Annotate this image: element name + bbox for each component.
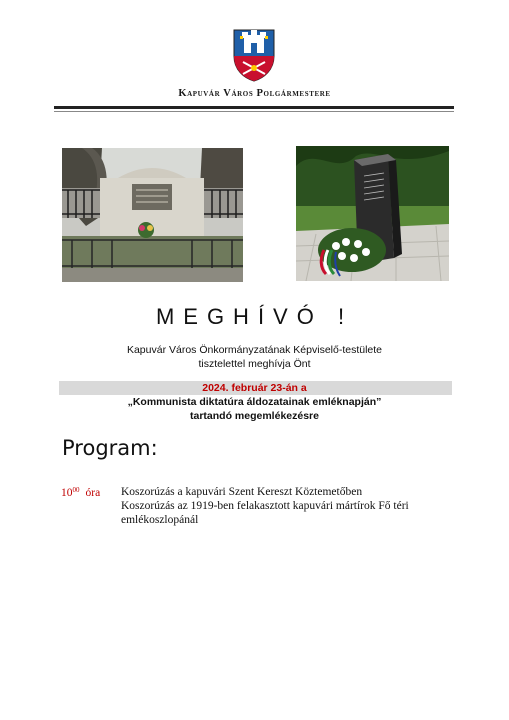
event-name: „Kommunista diktatúra áldozatainak emléknapján” [127,396,382,408]
header-divider [54,106,454,109]
memorial-photo-cemetery [62,148,243,282]
program-time-unit: óra [85,487,101,499]
program-time [61,486,100,499]
header-divider-thin [54,111,454,112]
header-title: Kapuvár Város Polgármestere [178,88,331,99]
program-item-2: Koszorúzás az 1919-ben felakasztott kapuvári mártírok Fő téri [121,500,409,512]
invitation-greeting: tisztelettel meghívja Önt [198,358,311,370]
memorial-photo-column [296,146,449,281]
program-time-minutes: 00 [72,486,80,494]
program-time-hour: 10 [61,487,73,499]
program-heading: Program: [62,436,158,460]
event-description: tartandó megemlékezésre [190,410,319,422]
event-date: 2024. február 23-án a [202,382,307,394]
program-item-2-continued: emlékoszlopánál [121,514,199,526]
coat-of-arms-icon [231,26,277,82]
invitation-host: Kapuvár Város Önkormányzatának Képviselő-testülete [126,344,383,356]
program-item-1: Koszorúzás a kapuvári Szent Kereszt Köztemetőben [121,486,363,498]
invitation-title: MEGHÍVÓ ! [155,304,354,329]
